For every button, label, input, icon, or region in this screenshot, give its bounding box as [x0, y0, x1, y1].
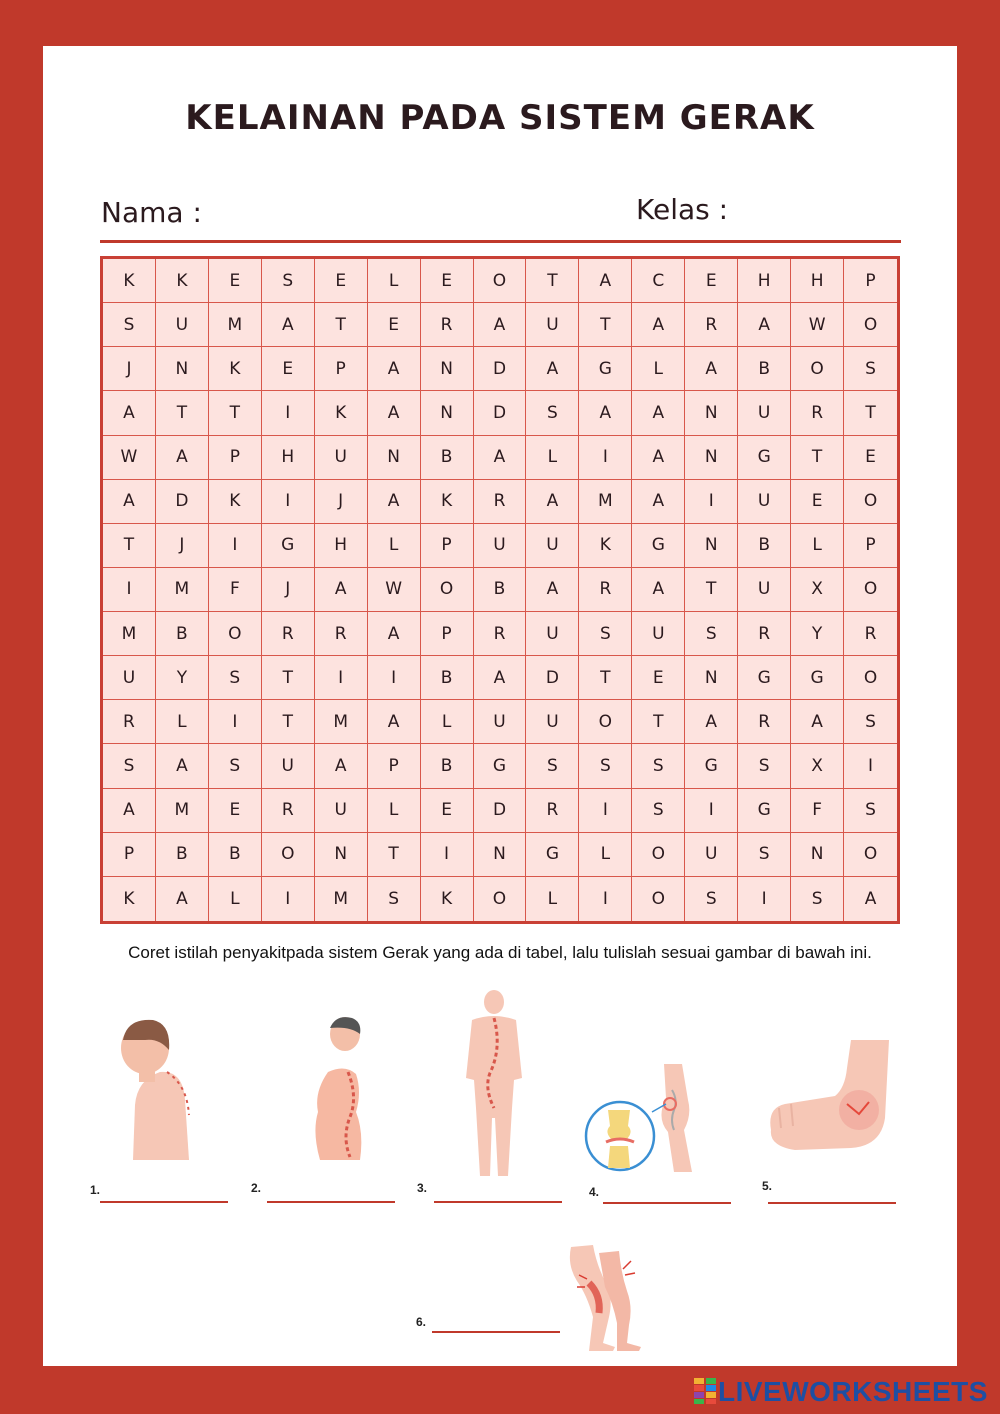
grid-cell[interactable]: E	[368, 303, 421, 347]
grid-cell[interactable]: S	[632, 744, 685, 788]
grid-cell[interactable]: B	[156, 612, 209, 656]
grid-cell[interactable]: T	[685, 568, 738, 612]
grid-cell[interactable]: K	[421, 480, 474, 524]
answer-input-line[interactable]	[432, 1331, 560, 1333]
word-search-grid	[100, 256, 900, 924]
grid-cell[interactable]: S	[632, 789, 685, 833]
grid-cell[interactable]: F	[209, 568, 262, 612]
grid-cell[interactable]: I	[262, 877, 315, 921]
class-label: Kelas :	[636, 193, 729, 226]
grid-cell[interactable]: R	[844, 612, 897, 656]
grid-cell[interactable]: O	[579, 700, 632, 744]
grid-cell[interactable]: A	[632, 568, 685, 612]
grid-cell[interactable]: A	[685, 347, 738, 391]
grid-cell[interactable]: L	[368, 524, 421, 568]
grid-cell[interactable]: D	[474, 789, 527, 833]
swayback-lordosis-icon	[300, 1012, 390, 1167]
grid-cell[interactable]: B	[421, 656, 474, 700]
instruction-text: Coret istilah penyakitpada sistem Gerak yang ada di tabel, lalu tulislah sesuai gambar di bawah ini.	[128, 943, 872, 962]
grid-cell[interactable]: A	[474, 303, 527, 347]
grid-cell[interactable]: U	[103, 656, 156, 700]
grid-cell[interactable]: T	[579, 656, 632, 700]
grid-cell[interactable]: F	[791, 789, 844, 833]
grid-cell[interactable]: T	[103, 524, 156, 568]
grid-cell[interactable]: B	[474, 568, 527, 612]
grid-cell[interactable]: R	[262, 789, 315, 833]
grid-cell[interactable]: U	[526, 524, 579, 568]
grid-cell[interactable]: T	[209, 391, 262, 435]
grid-cell[interactable]: N	[474, 833, 527, 877]
grid-cell[interactable]: I	[738, 877, 791, 921]
grid-cell[interactable]: E	[844, 436, 897, 480]
liveworksheets-watermark	[694, 1376, 988, 1408]
grid-cell[interactable]: U	[474, 700, 527, 744]
grid-cell[interactable]: D	[474, 391, 527, 435]
grid-cell[interactable]: I	[685, 789, 738, 833]
grid-cell[interactable]: A	[632, 480, 685, 524]
grid-cell[interactable]: E	[791, 480, 844, 524]
grid-cell[interactable]: P	[209, 436, 262, 480]
grid-cell[interactable]: E	[209, 259, 262, 303]
grid-cell[interactable]: N	[685, 656, 738, 700]
grid-cell[interactable]: N	[685, 391, 738, 435]
answer-input-line[interactable]	[768, 1202, 896, 1204]
grid-cell[interactable]: B	[421, 744, 474, 788]
grid-cell[interactable]: N	[685, 524, 738, 568]
grid-cell[interactable]: R	[791, 391, 844, 435]
grid-cell[interactable]: H	[738, 259, 791, 303]
grid-cell[interactable]: I	[209, 524, 262, 568]
grid-cell[interactable]: N	[156, 347, 209, 391]
grid-cell[interactable]: S	[209, 744, 262, 788]
grid-cell[interactable]: P	[844, 524, 897, 568]
grid-cell[interactable]: A	[526, 347, 579, 391]
grid-cell[interactable]: H	[262, 436, 315, 480]
grid-cell[interactable]: O	[844, 833, 897, 877]
grid-cell[interactable]: L	[632, 347, 685, 391]
grid-cell[interactable]: B	[209, 833, 262, 877]
grid-cell[interactable]: N	[315, 833, 368, 877]
curved-spine-scoliosis-icon	[462, 988, 527, 1180]
grid-cell[interactable]: N	[421, 391, 474, 435]
grid-cell[interactable]: D	[156, 480, 209, 524]
grid-cell[interactable]: P	[421, 612, 474, 656]
grid-cell[interactable]: O	[474, 259, 527, 303]
grid-cell[interactable]: S	[685, 612, 738, 656]
grid-cell[interactable]: G	[738, 656, 791, 700]
grid-cell[interactable]: A	[368, 700, 421, 744]
grid-cell[interactable]: U	[685, 833, 738, 877]
grid-cell[interactable]: N	[368, 436, 421, 480]
grid-cell[interactable]: L	[526, 877, 579, 921]
grid-cell[interactable]: E	[262, 347, 315, 391]
grid-cell[interactable]: A	[262, 303, 315, 347]
grid-cell[interactable]: R	[103, 700, 156, 744]
grid-cell[interactable]: T	[791, 436, 844, 480]
grid-cell[interactable]: G	[474, 744, 527, 788]
grid-cell[interactable]: I	[685, 480, 738, 524]
grid-cell[interactable]: B	[421, 436, 474, 480]
grid-cell[interactable]: S	[103, 303, 156, 347]
grid-cell[interactable]: A	[791, 700, 844, 744]
grid-cell[interactable]: U	[738, 480, 791, 524]
grid-cell[interactable]: G	[526, 833, 579, 877]
grid-cell[interactable]: L	[579, 833, 632, 877]
grid-cell[interactable]: O	[632, 877, 685, 921]
grid-cell[interactable]: E	[209, 789, 262, 833]
grid-cell[interactable]: E	[421, 789, 474, 833]
grid-cell[interactable]: Y	[156, 656, 209, 700]
watermark-text: LIVEWORKSHEETS	[718, 1376, 988, 1407]
grid-cell[interactable]: A	[738, 303, 791, 347]
grid-cell[interactable]: T	[844, 391, 897, 435]
grid-cell[interactable]: P	[103, 833, 156, 877]
grid-cell[interactable]: A	[103, 480, 156, 524]
grid-cell[interactable]: W	[368, 568, 421, 612]
grid-cell[interactable]: U	[738, 568, 791, 612]
grid-cell[interactable]: N	[685, 436, 738, 480]
grid-cell[interactable]: U	[632, 612, 685, 656]
grid-cell[interactable]: R	[685, 303, 738, 347]
name-label: Nama :	[101, 196, 202, 229]
grid-cell[interactable]: T	[368, 833, 421, 877]
grid-cell[interactable]: S	[791, 877, 844, 921]
grid-cell[interactable]: K	[421, 877, 474, 921]
grid-cell[interactable]: B	[738, 347, 791, 391]
grid-cell[interactable]: U	[315, 436, 368, 480]
leg-cramp-icon	[563, 1243, 645, 1353]
grid-cell[interactable]: S	[844, 789, 897, 833]
grid-cell[interactable]: A	[864, 888, 877, 909]
grid-cell[interactable]: K	[156, 259, 209, 303]
grid-cell[interactable]: O	[632, 833, 685, 877]
grid-cell[interactable]: U	[526, 612, 579, 656]
grid-cell[interactable]: K	[209, 480, 262, 524]
grid-cell[interactable]: D	[526, 656, 579, 700]
grid-cell[interactable]: O	[844, 656, 897, 700]
answer-input-line[interactable]	[100, 1201, 228, 1203]
ankle-sprain-icon	[765, 1038, 893, 1153]
answer-number: 5.	[762, 1179, 773, 1193]
grid-cell[interactable]: A	[579, 391, 632, 435]
grid-cell[interactable]: S	[209, 656, 262, 700]
hunched-back-kyphosis-icon	[105, 1010, 215, 1165]
grid-cell[interactable]: G	[685, 744, 738, 788]
grid-cell[interactable]: S	[738, 833, 791, 877]
grid-cell[interactable]: T	[315, 303, 368, 347]
grid-cell[interactable]: R	[315, 612, 368, 656]
answer-number: 2.	[251, 1181, 262, 1195]
grid-cell[interactable]: M	[209, 303, 262, 347]
grid-cell[interactable]: U	[474, 524, 527, 568]
liveworksheets-logo-icon	[694, 1378, 716, 1404]
grid-cell[interactable]: U	[315, 789, 368, 833]
grid-cell[interactable]: S	[844, 347, 897, 391]
grid-cell[interactable]: G	[632, 524, 685, 568]
grid-cell[interactable]: O	[209, 612, 262, 656]
grid-cell[interactable]: A	[474, 436, 527, 480]
grid-cell[interactable]: I	[315, 656, 368, 700]
grid-cell[interactable]: G	[579, 347, 632, 391]
grid-cell[interactable]: E	[632, 656, 685, 700]
grid-cell[interactable]: A	[368, 347, 421, 391]
grid-cell[interactable]: M	[315, 700, 368, 744]
grid-cell[interactable]: A	[368, 391, 421, 435]
grid-cell[interactable]: E	[685, 259, 738, 303]
grid-cell[interactable]: A	[315, 744, 368, 788]
grid-cell[interactable]: U	[526, 700, 579, 744]
grid-cell[interactable]: A	[156, 877, 209, 921]
grid-cell[interactable]: A	[579, 259, 632, 303]
grid-cell[interactable]: A	[526, 568, 579, 612]
grid-cell[interactable]: R	[421, 303, 474, 347]
grid-cell[interactable]: K	[209, 347, 262, 391]
answer-input-line[interactable]	[603, 1202, 731, 1204]
worksheet-title: KELAINAN PADA SISTEM GERAK	[185, 98, 815, 138]
grid-cell[interactable]: C	[632, 259, 685, 303]
grid-cell[interactable]: X	[791, 568, 844, 612]
grid-cell[interactable]: U	[526, 303, 579, 347]
grid-cell[interactable]: U	[738, 391, 791, 435]
grid-cell[interactable]: O	[262, 833, 315, 877]
grid-cell[interactable]: L	[791, 524, 844, 568]
grid-cell[interactable]: M	[156, 568, 209, 612]
grid-cell[interactable]: L	[156, 700, 209, 744]
grid-cell[interactable]: I	[368, 656, 421, 700]
grid-cell[interactable]: S	[844, 700, 897, 744]
grid-cell[interactable]: B	[156, 833, 209, 877]
grid-cell[interactable]: I	[579, 877, 632, 921]
grid-cell[interactable]: Y	[791, 612, 844, 656]
grid-cell[interactable]: M	[315, 877, 368, 921]
grid-cell[interactable]: N	[421, 347, 474, 391]
grid-cell[interactable]: M	[579, 480, 632, 524]
grid-cell[interactable]: O	[421, 568, 474, 612]
grid-cell[interactable]: E	[315, 259, 368, 303]
grid-cell[interactable]: A	[685, 700, 738, 744]
grid-cell[interactable]: A	[315, 568, 368, 612]
grid-cell[interactable]: W	[791, 303, 844, 347]
grid-cell[interactable]: X	[791, 744, 844, 788]
grid-cell[interactable]: E	[421, 259, 474, 303]
grid-cell[interactable]: S	[526, 744, 579, 788]
grid-cell[interactable]: T	[262, 700, 315, 744]
grid-cell[interactable]: S	[738, 744, 791, 788]
grid-cell[interactable]: K	[103, 259, 156, 303]
grid-cell[interactable]: L	[421, 700, 474, 744]
grid-cell[interactable]: I	[103, 568, 156, 612]
grid-cell[interactable]: O	[474, 877, 527, 921]
grid-cell[interactable]: S	[103, 744, 156, 788]
grid-cell[interactable]: P	[421, 524, 474, 568]
grid-cell[interactable]: O	[844, 568, 897, 612]
grid-cell[interactable]: K	[103, 877, 156, 921]
grid-cell[interactable]: A	[103, 391, 156, 435]
answer-input-line[interactable]	[434, 1201, 562, 1203]
grid-cell[interactable]: I	[262, 480, 315, 524]
grid-cell[interactable]: B	[738, 524, 791, 568]
grid-cell[interactable]: T	[632, 700, 685, 744]
grid-cell[interactable]: R	[738, 612, 791, 656]
grid-cell[interactable]: O	[844, 480, 897, 524]
grid-cell[interactable]: K	[579, 524, 632, 568]
grid-cell[interactable]: A	[368, 612, 421, 656]
grid-cell[interactable]: I	[579, 789, 632, 833]
grid-cell[interactable]: G	[262, 524, 315, 568]
grid-cell[interactable]: R	[526, 789, 579, 833]
grid-cell[interactable]: U	[156, 303, 209, 347]
grid-cell[interactable]: A	[526, 480, 579, 524]
grid-cell[interactable]: S	[685, 877, 738, 921]
grid-cell[interactable]: P	[315, 347, 368, 391]
grid-cell[interactable]: A	[103, 789, 156, 833]
grid-cell[interactable]: M	[103, 612, 156, 656]
answer-number: 1.	[90, 1183, 101, 1197]
grid-cell[interactable]: T	[526, 259, 579, 303]
grid-cell[interactable]: O	[844, 303, 897, 347]
grid-cell[interactable]: G	[738, 436, 791, 480]
grid-cell[interactable]: J	[156, 524, 209, 568]
grid-cell[interactable]: G	[791, 656, 844, 700]
header-divider	[100, 240, 901, 243]
grid-cell[interactable]: P	[368, 744, 421, 788]
grid-cell[interactable]: J	[262, 568, 315, 612]
grid-cell[interactable]: U	[262, 744, 315, 788]
grid-cell[interactable]: S	[526, 391, 579, 435]
grid-cell[interactable]: A	[474, 656, 527, 700]
grid-cell[interactable]: I	[844, 744, 897, 788]
grid-cell[interactable]: A	[368, 480, 421, 524]
grid-cell[interactable]: J	[315, 480, 368, 524]
grid-cell[interactable]: R	[474, 612, 527, 656]
grid-cell[interactable]: R	[474, 480, 527, 524]
answer-input-line[interactable]	[267, 1201, 395, 1203]
grid-cell[interactable]: H	[791, 259, 844, 303]
grid-cell[interactable]: K	[315, 391, 368, 435]
grid-cell[interactable]: S	[368, 877, 421, 921]
grid-cell[interactable]: N	[791, 833, 844, 877]
grid-cell[interactable]: L	[526, 436, 579, 480]
grid-cell[interactable]: A	[632, 303, 685, 347]
grid-cell[interactable]: D	[474, 347, 527, 391]
grid-cell[interactable]: M	[156, 789, 209, 833]
grid-cell[interactable]: S	[579, 744, 632, 788]
grid-cell[interactable]: T	[262, 656, 315, 700]
grid-cell[interactable]: T	[156, 391, 209, 435]
grid-cell[interactable]: A	[156, 744, 209, 788]
grid-cell[interactable]: L	[368, 259, 421, 303]
answer-number: 6.	[416, 1315, 427, 1329]
grid-cell[interactable]: S	[579, 612, 632, 656]
knee-joint-arthritis-icon	[582, 1060, 722, 1178]
grid-cell[interactable]: L	[368, 789, 421, 833]
grid-cell[interactable]: P	[844, 259, 897, 303]
grid-cell[interactable]: A	[632, 436, 685, 480]
grid-cell[interactable]: R	[262, 612, 315, 656]
grid-cell[interactable]: T	[579, 303, 632, 347]
grid-cell[interactable]: J	[103, 347, 156, 391]
grid-cell[interactable]: S	[262, 259, 315, 303]
grid-cell[interactable]: W	[103, 436, 156, 480]
grid-cell[interactable]: A	[156, 436, 209, 480]
grid-cell[interactable]: G	[738, 789, 791, 833]
grid-cell[interactable]: O	[791, 347, 844, 391]
grid-cell[interactable]: L	[209, 877, 262, 921]
grid-cell[interactable]: I	[262, 391, 315, 435]
grid-cell[interactable]: R	[738, 700, 791, 744]
grid-cell[interactable]: I	[421, 833, 474, 877]
answer-number: 3.	[417, 1181, 428, 1195]
grid-cell[interactable]: I	[579, 436, 632, 480]
answer-number: 4.	[589, 1185, 600, 1199]
grid-cell[interactable]: R	[579, 568, 632, 612]
grid-cell[interactable]: I	[209, 700, 262, 744]
grid-cell[interactable]: H	[315, 524, 368, 568]
grid-cell[interactable]: A	[632, 391, 685, 435]
